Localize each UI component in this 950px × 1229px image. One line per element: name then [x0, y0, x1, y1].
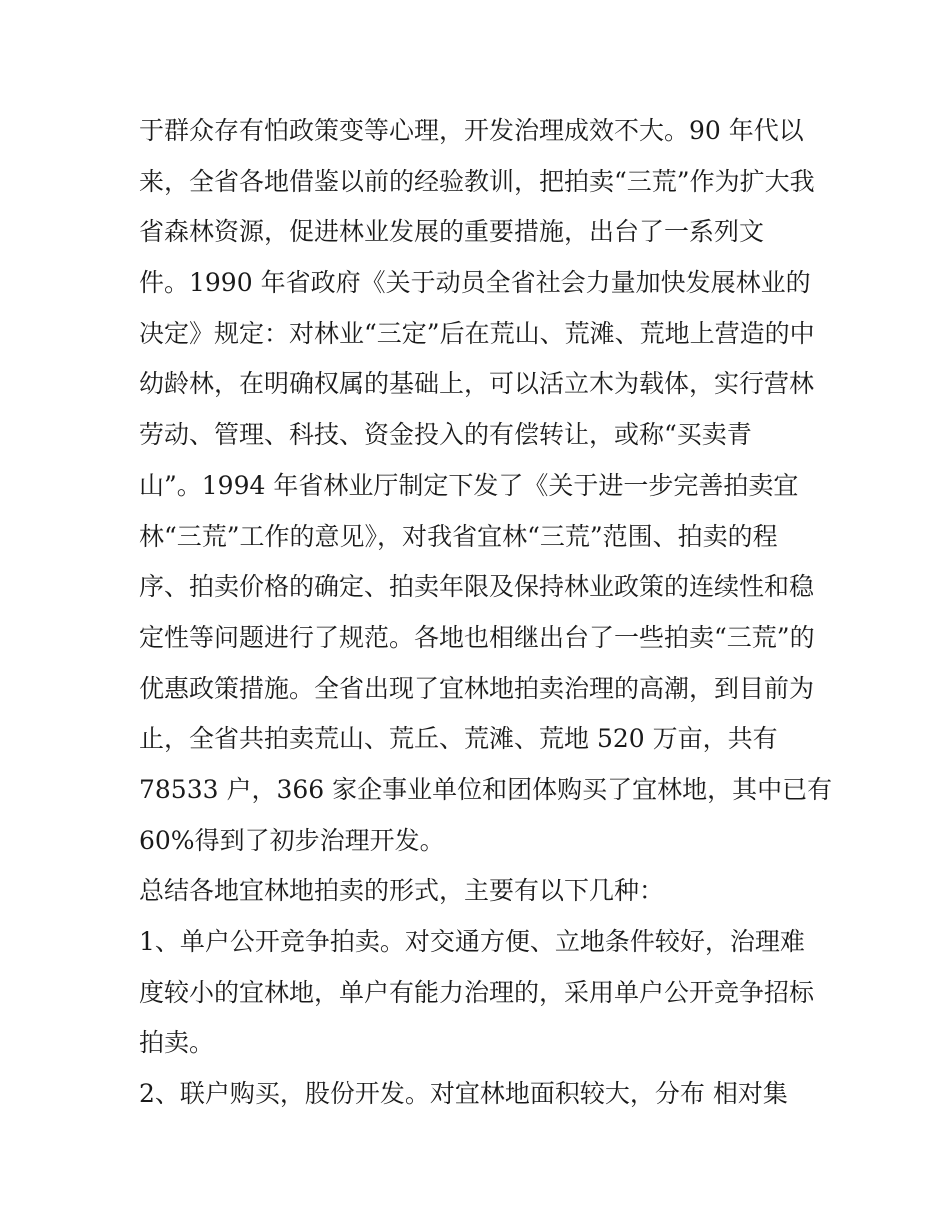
text-line-3: 省森林资源，促进林业发展的重要措施，出台了一系列文	[139, 217, 765, 247]
text-line-14: 78533 户，366 家企事业单位和团体购买了宜林地，其中已有	[139, 774, 833, 804]
text-line-8: 山”。1994 年省林业厅制定下发了《关于进一步完善拍卖宜	[139, 470, 799, 500]
text-line-18: 度较小的宜林地，单户有能力治理的，采用单户公开竞争招标	[139, 977, 815, 1007]
text-line-13: 止，全省共拍卖荒山、荒丘、荒滩、荒地 520 万亩，共有	[139, 724, 778, 754]
text-line-16: 总结各地宜林地拍卖的形式，主要有以下几种：	[139, 876, 665, 906]
text-line-7: 劳动、管理、科技、资金投入的有偿转让，或称“买卖青	[139, 420, 752, 450]
text-line-2: 来，全省各地借鉴以前的经验教训，把拍卖“三荒”作为扩大我	[139, 166, 815, 196]
text-line-5: 决定》规定：对林业“三定”后在荒山、荒滩、荒地上营造的中	[139, 318, 815, 348]
text-line-11: 定性等问题进行了规范。各地也相继出台了一些拍卖“三荒”的	[139, 622, 815, 652]
text-line-9: 林“三荒”工作的意见》，对我省宜林“三荒”范围、拍卖的程	[139, 521, 778, 551]
text-line-12: 优惠政策措施。全省出现了宜林地拍卖治理的高潮，到目前为	[139, 673, 815, 703]
text-line-1: 于群众存有怕政策变等心理，开发治理成效不大。90 年代以	[139, 116, 804, 145]
text-line-17: 1、单户公开竞争拍卖。对交通方便、立地条件较好，治理难	[139, 927, 805, 956]
text-line-15: 60%得到了初步治理开发。	[139, 825, 445, 855]
text-line-20: 2、联户购买，股份开发。对宜林地面积较大，分布 相对集	[139, 1079, 788, 1109]
body-text	[139, 106, 833, 1120]
text-line-19: 拍卖。	[139, 1028, 215, 1058]
text-line-6: 幼龄林，在明确权属的基础上，可以活立木为载体，实行营林	[139, 369, 815, 399]
text-line-4: 件。1990 年省政府《关于动员全省社会力量加快发展林业的	[139, 268, 811, 298]
text-line-10: 序、拍卖价格的确定、拍卖年限及保持林业政策的连续性和稳	[139, 572, 815, 602]
